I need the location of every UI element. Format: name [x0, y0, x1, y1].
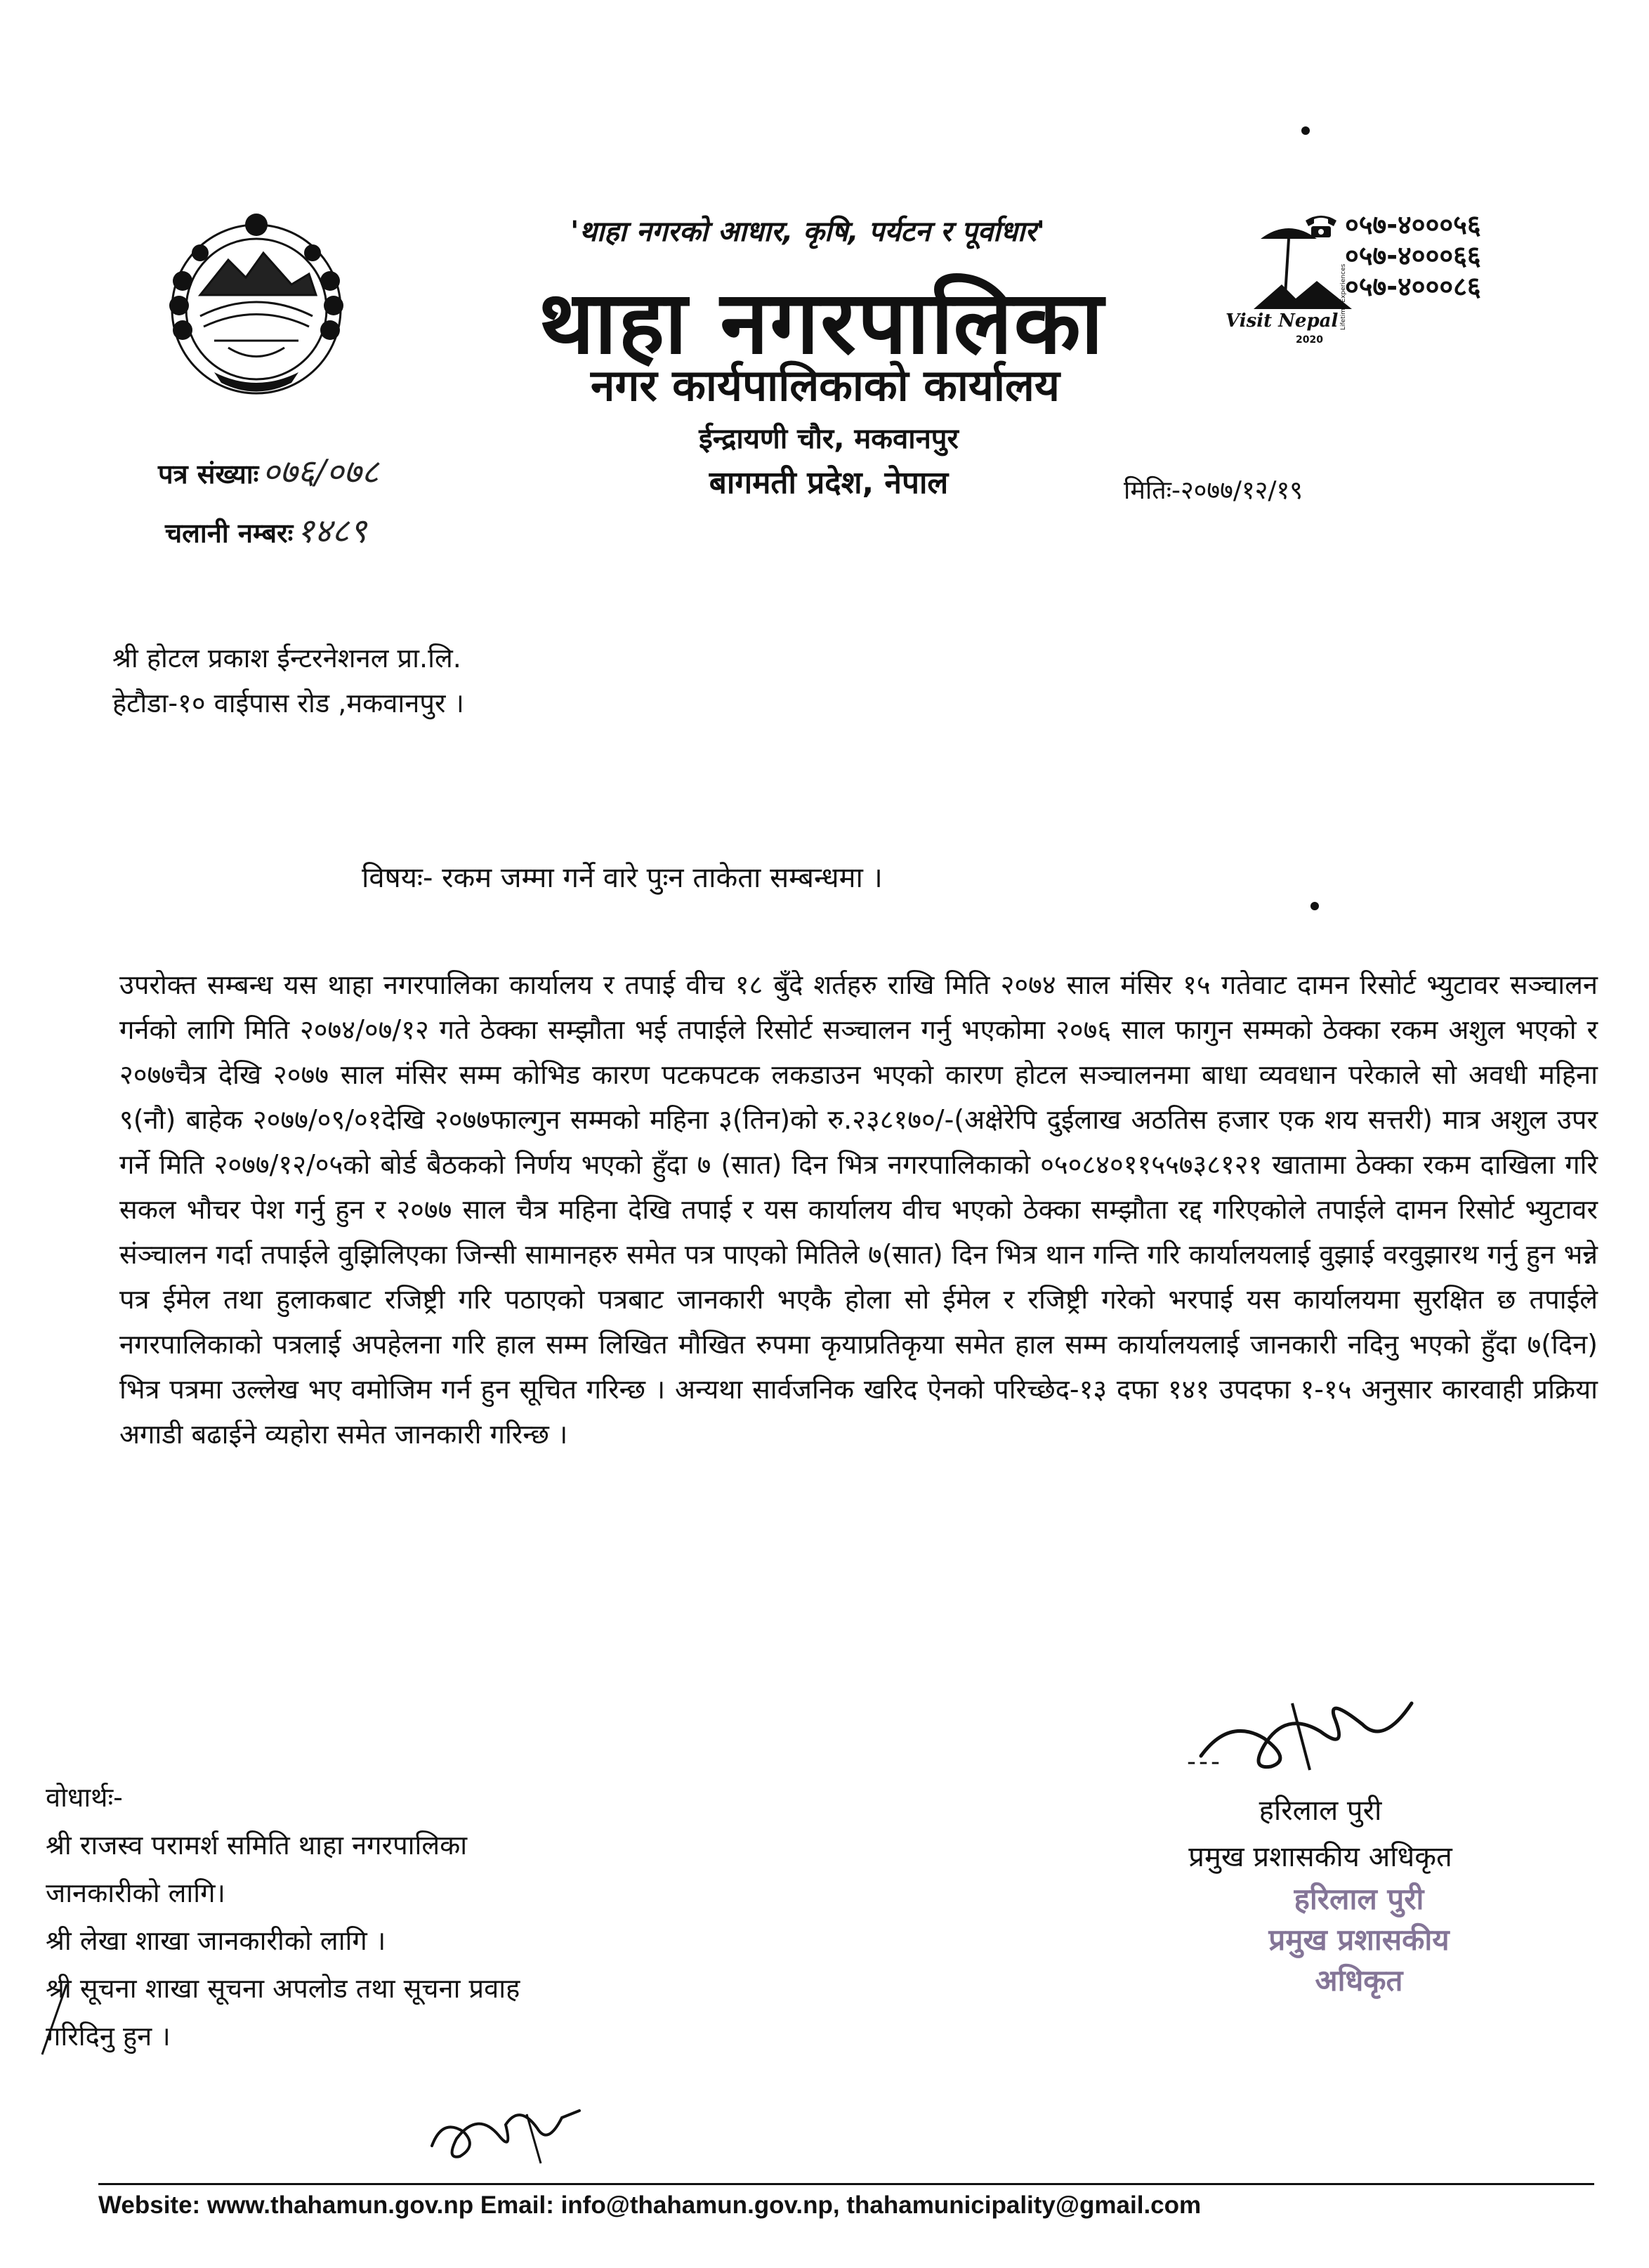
stamp-title-2: अधिकृत — [1315, 1963, 1403, 1998]
office-name: नगर कार्यपालिकाको कार्यालय — [591, 360, 1060, 411]
cc-line: जानकारीको लागि। — [46, 1877, 225, 1908]
footer-divider — [98, 2183, 1594, 2185]
recipient-name: श्री होटल प्रकाश ईन्टरनेशनल प्रा.लि. — [112, 643, 461, 674]
handwritten-signature-icon — [1187, 1689, 1426, 1781]
ink-speck — [1310, 902, 1319, 910]
letter-number-value: ०७६/०७८ — [262, 452, 379, 492]
signer-title: प्रमुख प्रशासकीय अधिकृत — [1188, 1841, 1452, 1873]
dispatch-number-value: १४८९ — [296, 511, 367, 551]
letter-number-label: पत्र संख्याः — [158, 459, 259, 490]
recipient-block — [112, 636, 464, 726]
letter-number-row — [158, 448, 379, 494]
cc-line: श्री लेखा शाखा जानकारीको लागि । — [46, 1925, 386, 1956]
phone-number: ०५७-४०००६६ — [1345, 240, 1481, 271]
visit-logo-year: 2020 — [1296, 334, 1323, 346]
signer-block — [1124, 1788, 1517, 1880]
cc-line: गरिदिनु हुन । — [46, 2021, 171, 2052]
cc-line: श्री सूचना शाखा सूचना अपलोड तथा सूचना प्रवाह — [46, 1973, 520, 2004]
official-stamp — [1208, 1879, 1510, 2001]
letter-body: उपरोक्त सम्बन्ध यस थाहा नगरपालिका कार्यालय र तपाई वीच १८ बुँदे शर्तहरु राखि मिति २०७४ साल मंसिर १५ गतेवाट दामन रिसोर्ट भ्युटावर सञ्चालन गर्नको लागि मिति २०७४/०७/१२ गते ठेक्का सम्झौता भई तपाईले रिसोर्ट सञ्चालन गर्नु भएकोमा २०७६ साल फागुन सम्मको ठेक्का रकम अशुल भएको र २०७७चैत्र देखि २०७७ साल मंसिर सम्म कोभिड कारण पटकपटक लकडाउन भएको कारण होटल सञ्चालनमा बाधा व्यवधान परेकाले सो अवधी महिना ९(नौ) बाहेक २०७७/०९/०१देखि २०७७फाल्गुन सम्मको महिना ३(तिन)को रु.२३८१७०/-(अक्षेरेपि दुईलाख अठतिस हजार एक शय सत्तरी) मात्र अशुल उपर गर्ने मिति २०७७/१२/०५को बोर्ड बैठकको निर्णय भएको हुँदा ७ (सात) दिन भित्र नगरपालिकाको ०५०८४०११५५७३८१२१ खातामा ठेक्का रकम दाखिला गरि सकल भौचर पेश गर्नु हुन र २०७७ साल चैत्र महिना देखि तपाई र यस कार्यालय वीच भएको ठेक्का सम्झौता रद्द गरिएकोले तपाईले दामन रिसोर्ट भ्युटावर संञ्चालन गर्दा तपाईले वुझिलिएका जिन्सी सामानहरु समेत पत्र पाएको मितिले ७(सात) दिन भित्र थान गन्ति गरि कार्यालयलाई वुझाई वरवुझारथ गर्नु हुन भन्ने पत्र ईमेल तथा हुलाकबाट रजिष्ट्री गरि पठाएको पत्रबाट जानकारी भएकै होला सो ईमेल र रजिष्ट्री गरेको भरपाई यस कार्यालयमा सुरक्षित छ तपाईले नगरपालिकाको पत्रलाई अपहेलना गरि हाल सम्म लिखित मौखित रुपमा कृयाप्रतिकृया समेत हाल सम्म कार्यालयलाई जानकारी नदिनु भएको हुँदा ७(दिन) भित्र पत्रमा उल्लेख भए वमोजिम गर्न हुन सूचित गरिन्छ । अन्यथा सार्वजनिक खरिद ऐनको परिच्छेद-१३ दफा १४१ उपदफा १-१५ अनुसार कारवाही प्रक्रिया अगाडी बढाईने व्यहोरा समेत जानकारी गरिन्छ । — [119, 969, 1598, 1450]
signer-name: हरिलाल पुरी — [1259, 1795, 1382, 1827]
stamp-title: प्रमुख प्रशासकीय — [1268, 1922, 1450, 1957]
organization-name: थाहा नगरपालिका — [539, 273, 1105, 374]
phone-number: ०५७-४०००५६ — [1345, 209, 1481, 240]
dispatch-number-label: चलानी नम्बरः — [165, 518, 294, 549]
phone-number: ०५७-४०००८६ — [1345, 271, 1481, 302]
visit-logo-text: Visit Nepal — [1226, 310, 1339, 332]
ink-speck — [1301, 126, 1310, 135]
check-mark-icon — [39, 1981, 95, 2058]
motto: 'थाहा नगरको आधार, कृषि, पर्यटन र पूर्वाधार' — [570, 216, 1045, 248]
recipient-address: हेटौडा-१० वाईपास रोड ,मकवानपुर । — [112, 688, 464, 719]
address-line-1: ईन्द्रायणी चौर, मकवानपुर — [699, 423, 959, 455]
footer-contact: Website: www.thahamun.gov.np Email: info@thahamun.gov.np, thahamunicipality@gmail.com — [98, 2191, 1202, 2219]
nepal-government-emblem-icon — [151, 204, 362, 414]
address-line-2: बागमती प्रदेश, नेपाल — [709, 465, 949, 501]
phone-numbers — [1345, 209, 1481, 302]
subject-line: विषयः- रकम जम्मा गर्ने वारे पुःन ताकेता सम्बन्धमा । — [362, 862, 883, 894]
stamp-name: हरिलाल पुरी — [1294, 1882, 1424, 1916]
visit-nepal-logo-icon — [1211, 218, 1362, 348]
dispatch-number-row — [165, 507, 367, 553]
signature-dashes: --- — [1187, 1748, 1223, 1776]
cc-line: श्री राजस्व परामर्श समिति थाहा नगरपालिका — [46, 1830, 468, 1861]
letter-date: मितिः-२०७७/१२/१९ — [1124, 476, 1303, 505]
cc-heading: वोधार्थः- — [46, 1782, 123, 1813]
handwritten-initials-icon — [421, 2097, 590, 2174]
visit-logo-sub: Lifetime Experiences — [1340, 263, 1347, 330]
cc-block — [46, 1774, 520, 2060]
